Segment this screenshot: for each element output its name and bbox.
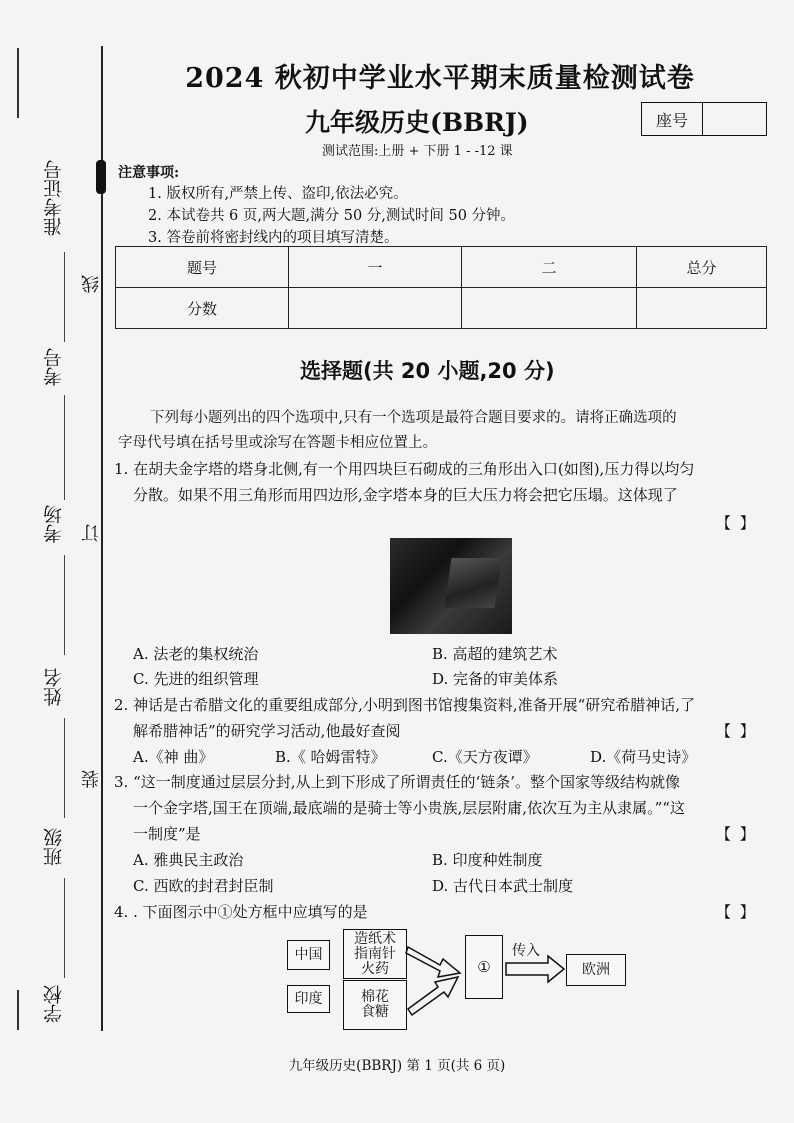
page-footer: 九年级历史(BBRJ) 第 1 页(共 6 页) — [288, 1058, 506, 1074]
question-2-option-c[interactable]: C.《天方夜谭》 — [432, 748, 538, 766]
question-1-text: 分散。如果不用三角形而用四边形,金字塔本身的巨大压力将会把它压塌。这体现了 — [133, 486, 678, 504]
score-table-row — [116, 288, 767, 329]
exam-id-label: 准考证号 — [43, 160, 65, 236]
hollow-arrow-icon — [408, 977, 458, 1015]
answer-bracket[interactable]: 【 】 — [716, 514, 757, 532]
question-3-option-c[interactable]: C. 西欧的封君封臣制 — [133, 877, 274, 895]
ink-blot — [96, 160, 106, 194]
score-table-header: 一 — [289, 247, 462, 288]
name-label: 姓名 — [43, 668, 65, 706]
diagram-china-box: 中国 — [287, 940, 330, 970]
exam-subtitle: 九年级历史(BBRJ) — [305, 108, 529, 137]
notice-title: 注意事项: — [118, 165, 180, 181]
question-1-option-c[interactable]: C. 先进的组织管理 — [133, 670, 259, 688]
question-2-option-d[interactable]: D.《荷马史诗》 — [590, 748, 697, 766]
pyramid-entrance-photo — [390, 538, 512, 634]
question-2-option-a[interactable]: A.《神 曲》 — [133, 748, 214, 766]
notice-item: 3. 答卷前将密封线内的项目填写清楚。 — [148, 230, 399, 246]
notice-item: 1. 版权所有,严禁上传、盗印,依法必究。 — [148, 186, 408, 202]
section-instruction: 下列每小题列出的四个选项中,只有一个选项是最符合题目要求的。请将正确选项的 — [150, 410, 677, 426]
question-1-option-b[interactable]: B. 高超的建筑艺术 — [432, 645, 558, 663]
margin-edge-line — [17, 990, 19, 1030]
fill-line — [64, 878, 65, 978]
question-3-option-b[interactable]: B. 印度种姓制度 — [432, 851, 543, 869]
score-cell[interactable] — [289, 288, 462, 329]
seat-number-box[interactable] — [641, 102, 767, 136]
score-table-header: 总分 — [637, 247, 767, 288]
seat-number-field[interactable] — [703, 103, 766, 135]
score-table-header-row — [116, 247, 767, 288]
seal-mark-bind: 装 — [81, 770, 102, 788]
diagram-india-box: 印度 — [287, 985, 330, 1013]
exam-number-label: 考号 — [43, 348, 65, 386]
diagram-item: 食糖 — [361, 1004, 389, 1020]
fill-line — [64, 395, 65, 500]
diagram-item: 棉花 — [361, 989, 389, 1005]
seal-mark-line: 线 — [81, 275, 102, 293]
diagram-arrows — [280, 925, 580, 1035]
seat-number-label: 座号 — [642, 103, 703, 135]
answer-bracket[interactable]: 【 】 — [716, 903, 757, 921]
diagram-transfer-label: 传入 — [512, 943, 540, 959]
score-table-header: 二 — [462, 247, 637, 288]
section-instruction: 字母代号填在括号里或涂写在答题卡相应位置上。 — [118, 435, 437, 451]
question-3-text: 3. “这一制度通过层层分封,从上到下形成了所谓责任的‘链条’。整个国家等级结构就像 — [114, 773, 681, 791]
question-3-text: 一个金字塔,国王在顶端,最底端的是骑士等小贵族,层层附庸,依次互为主从隶属。”“这 — [133, 799, 685, 817]
question-1-text: 1. 在胡夫金字塔的塔身北侧,有一个用四块巨石砌成的三角形出入口(如图),压力得以均匀 — [114, 460, 695, 478]
score-table — [115, 246, 767, 329]
question-2-option-b[interactable]: B.《 哈姆雷特》 — [275, 748, 386, 766]
pyramid-entrance-detail — [444, 558, 501, 608]
question-2-text: 2. 神话是古希腊文化的重要组成部分,小明到图书馆搜集资料,准备开展“研究希腊神话,了 — [114, 696, 696, 714]
hollow-arrow-icon — [406, 947, 460, 977]
diagram-europe-box: 欧洲 — [566, 954, 626, 986]
question-4-text: 4. . 下面图示中①处方框中应填写的是 — [114, 903, 368, 921]
score-cell[interactable] — [637, 288, 767, 329]
fill-line — [64, 252, 65, 342]
class-label: 班级 — [43, 828, 65, 866]
seal-mark-order: 订 — [81, 524, 102, 542]
score-row-label: 分数 — [116, 288, 289, 329]
diagram-item: 火药 — [361, 960, 389, 977]
question-3-option-d[interactable]: D. 古代日本武士制度 — [432, 877, 574, 895]
question-1-option-d[interactable]: D. 完备的审美体系 — [432, 670, 559, 688]
test-scope: 测试范围:上册 + 下册 1 - -12 课 — [322, 144, 513, 159]
school-label: 学校 — [43, 985, 65, 1023]
question-3-option-a[interactable]: A. 雅典民主政治 — [133, 851, 244, 869]
score-cell[interactable] — [462, 288, 637, 329]
diagram-item: 指南针 — [354, 945, 396, 962]
answer-bracket[interactable]: 【 】 — [716, 825, 757, 843]
notice-item: 2. 本试卷共 6 页,两大题,满分 50 分,测试时间 50 分钟。 — [148, 208, 516, 224]
question-2-text: 解希腊神话”的研究学习活动,他最好查阅 — [133, 722, 401, 740]
question-1-option-a[interactable]: A. 法老的集权统治 — [133, 645, 259, 663]
fill-line — [64, 555, 65, 655]
diagram-item: 造纸术 — [354, 930, 396, 947]
margin-edge-line — [17, 48, 19, 118]
score-table-header: 题号 — [116, 247, 289, 288]
section-title: 选择题(共 20 小题,20 分) — [300, 359, 555, 383]
answer-bracket[interactable]: 【 】 — [716, 722, 757, 740]
exam-room-label: 考场 — [43, 505, 65, 543]
fill-line — [64, 718, 65, 818]
question-3-text: 一制度”是 — [133, 825, 201, 843]
diagram-blank-box: ① — [465, 935, 503, 999]
hollow-arrow-icon — [506, 956, 564, 982]
exam-title: 2024 秋初中学业水平期末质量检测试卷 — [185, 63, 695, 94]
